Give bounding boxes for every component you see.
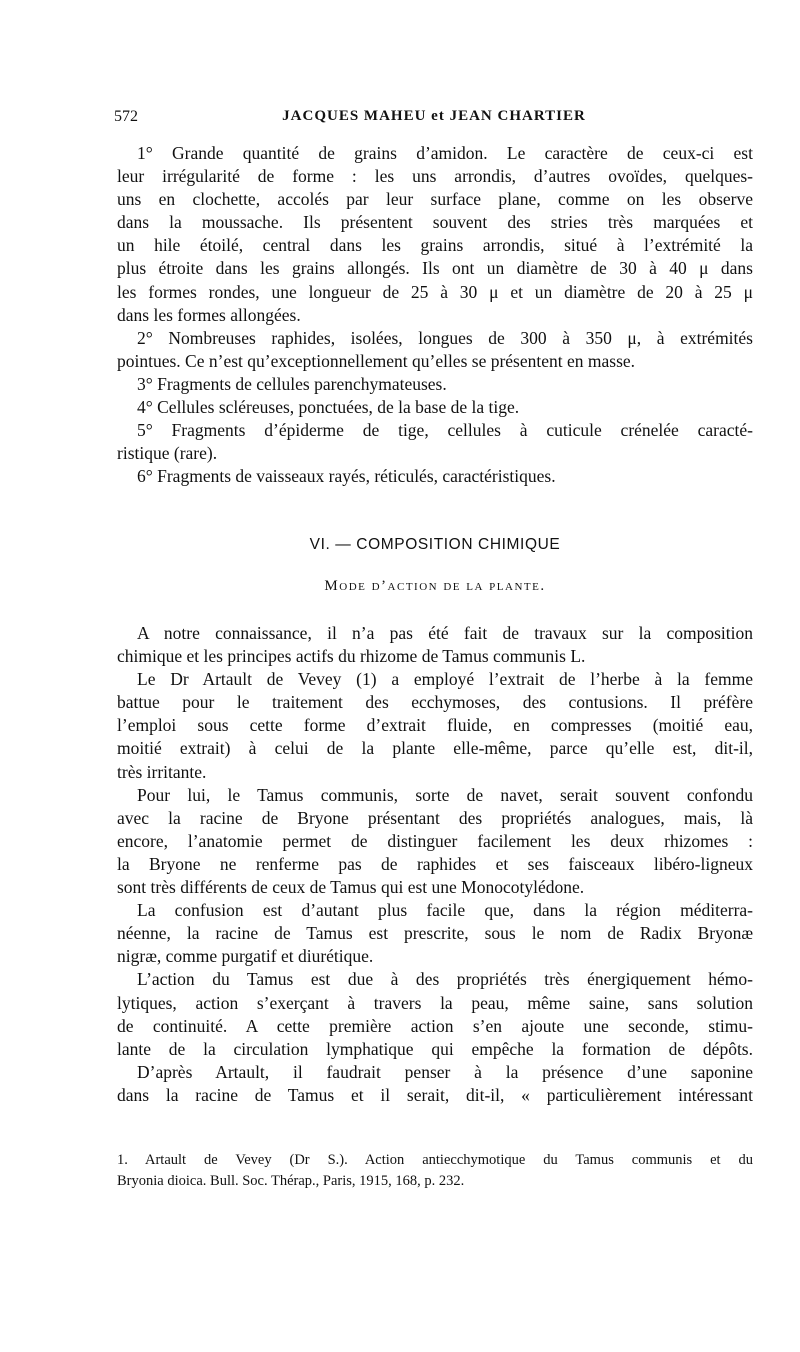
body-text-line: sont très différents de ceux de Tamus qui est une Monocotylédone. <box>117 877 585 898</box>
list-text-line: 4° Cellules scléreuses, ponctuées, de la base de la tige. <box>137 397 520 418</box>
body-text-line: A notre connaissance, il n’a pas été fait de travaux sur la composition <box>137 623 753 643</box>
body-text-line: nigræ, comme purgatif et diurétique. <box>117 946 374 967</box>
list-text-line: uns en clochette, accolés par leur surface plane, comme on les observe <box>117 189 753 210</box>
list-text-line: 2° Nombreuses raphides, isolées, longues de 300 à 350 μ, à extrémités <box>137 327 753 348</box>
body-text-line: l’emploi sous cette forme d’extrait fluide, en compresses (moitié eau, <box>117 715 753 736</box>
body-text-line: dans la racine de Tamus et il serait, dit-il, « particulièrement intéressant <box>117 1084 753 1105</box>
list-text-line: pointues. Ce n’est qu’exceptionnellement qu’elles se présentent en masse. <box>117 350 636 371</box>
body-text-line: de continuité. A cette première action s’en ajoute une seconde, stimu- <box>117 1015 753 1036</box>
body-text-line: Le Dr Artault de Vevey (1) a employé l’extrait de l’herbe à la femme <box>137 669 753 690</box>
body-text-line: la Bryone ne renferme pas de raphides et ses faisceaux libéro-ligneux <box>117 853 753 874</box>
body-text-line: encore, l’anatomie permet de distinguer facilement les deux rhizomes : <box>117 830 753 851</box>
body-text-line: moitié extrait) à celui de la plante elle-même, parce qu’elle est, dit-il, <box>117 738 753 759</box>
body-text-line: La confusion est d’autant plus facile que, dans la région méditerra- <box>137 900 753 921</box>
footnote-text-line: 1. Artault de Vevey (Dr S.). Action antiecchymotique du Tamus communis et du <box>117 1152 753 1168</box>
body-text-line: D’après Artault, il faudrait penser à la présence d’une saponine <box>137 1061 753 1082</box>
body-text-block <box>117 622 753 1107</box>
list-text-line: dans la moussache. Ils présentent souvent des stries très marquées et <box>117 212 753 233</box>
list-text-line: dans les formes allongées. <box>117 304 301 325</box>
list-text-line: les formes rondes, une longueur de 25 à 30 μ et un diamètre de 20 à 25 μ <box>117 281 753 302</box>
list-text-line: un hile étoilé, central dans les grains arrondis, situé à l’extrémité la <box>117 235 753 256</box>
body-text-line: battue pour le traitement des ecchymoses, des contusions. Il préfère <box>117 692 753 713</box>
body-text-line: chimique et les principes actifs du rhizome de Tamus communis L. <box>117 646 586 667</box>
list-text-line: 3° Fragments de cellules parenchymateuses. <box>137 373 447 394</box>
body-text-line: lante de la circulation lymphatique qui empêche la formation de dépôts. <box>117 1038 753 1059</box>
section-heading: VI. — COMPOSITION CHIMIQUE <box>309 536 561 553</box>
list-text-line: 6° Fragments de vaisseaux rayés, réticulés, caractéristiques. <box>137 466 556 487</box>
body-text-line: L’action du Tamus est due à des propriétés très énergiquement hémo- <box>137 969 753 990</box>
body-text-line: avec la racine de Bryone présentant des propriétés analogues, mais, là <box>117 807 753 828</box>
body-text-line: néenne, la racine de Tamus est prescrite, sous le nom de Radix Bryonæ <box>117 923 753 944</box>
list-text-line: leur irrégularité de forme : les uns arrondis, d’autres ovoïdes, quelques- <box>117 166 753 187</box>
list-text-line: 1° Grande quantité de grains d’amidon. Le caractère de ceux-ci est <box>137 143 753 163</box>
numbered-list-block <box>117 142 753 488</box>
list-text-line: 5° Fragments d’épiderme de tige, cellules à cuticule crénelée caracté- <box>137 420 753 441</box>
body-text-line: Pour lui, le Tamus communis, sorte de navet, serait souvent confondu <box>137 784 753 805</box>
running-header <box>114 108 754 132</box>
running-title: JACQUES MAHEU et JEAN CHARTIER <box>282 108 586 124</box>
body-text-line: lytiques, action s’exerçant à travers la peau, même saine, sans solution <box>117 992 753 1013</box>
footnote <box>117 1150 753 1192</box>
list-text-line: plus étroite dans les grains allongés. Ils ont un diamètre de 30 à 40 μ dans <box>117 258 753 279</box>
list-text-line: ristique (rare). <box>117 443 218 464</box>
page-number: 572 <box>114 108 138 125</box>
body-text-line: très irritante. <box>117 761 207 782</box>
section-subheading: Mode d’action de la plante. <box>324 578 546 594</box>
footnote-text-line: Bryonia dioica. Bull. Soc. Thérap., Paris, 1915, 168, p. 232. <box>117 1173 465 1189</box>
